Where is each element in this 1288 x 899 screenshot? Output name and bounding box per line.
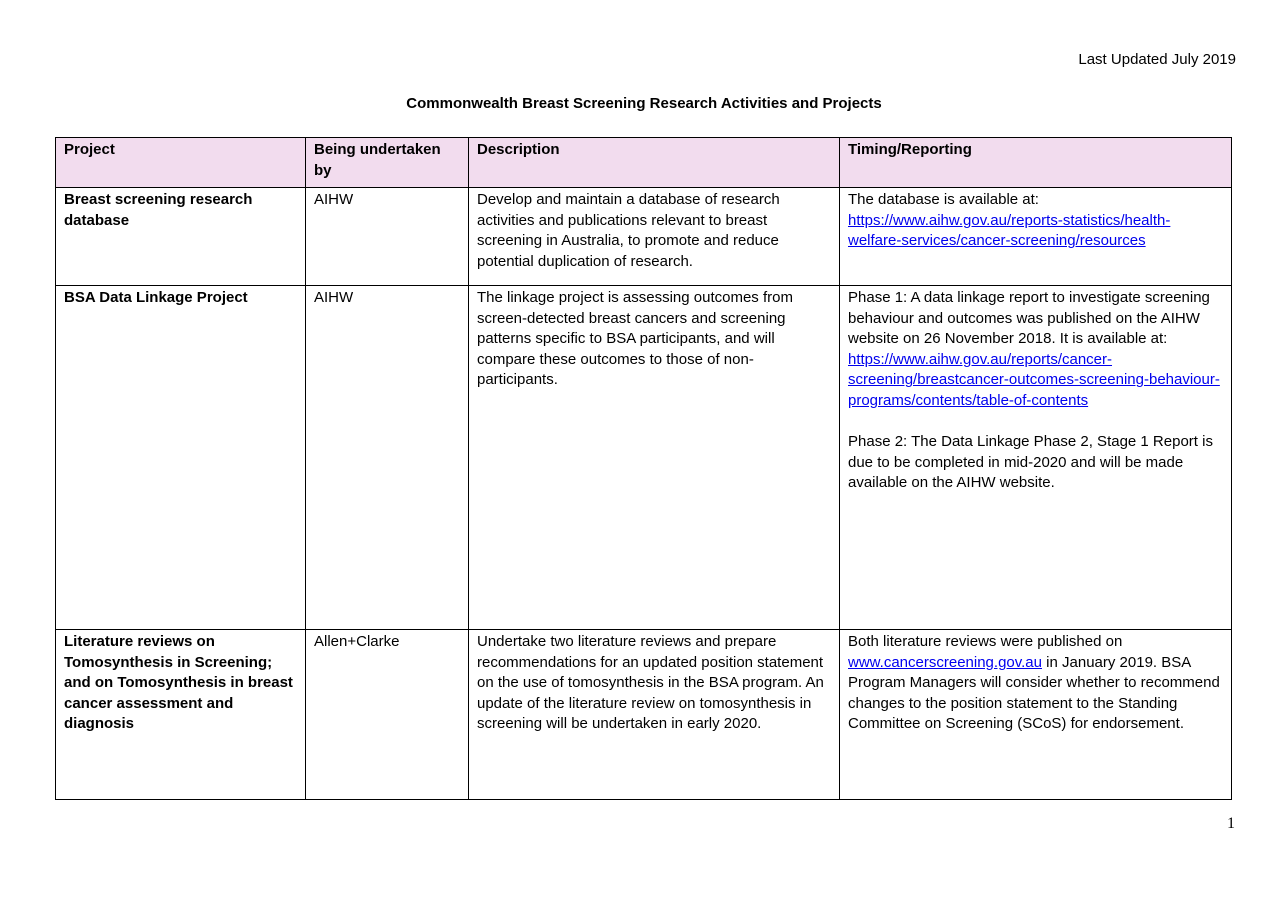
cell-timing [840, 286, 1232, 630]
cell-undertaken-by: AIHW [306, 188, 469, 286]
table-row [56, 188, 1232, 286]
cell-timing [840, 188, 1232, 286]
aihw-report-link[interactable]: https://www.aihw.gov.au/reports/cancer-screening/breastcancer-outcomes-screening-behaviour-programs/contents/table-of-contents [848, 350, 1220, 409]
cell-description: Undertake two literature reviews and prepare recommendations for an updated position statement on the use of tomosynthesis in the BSA program. An update of the literature review on tomosynthesis in screening will be undertaken in early 2020. [469, 630, 840, 800]
timing-text-phase-2: Phase 2: The Data Linkage Phase 2, Stage 1 Report is due to be completed in mid-2020 and will be made available on the AIHW website. [848, 433, 1213, 492]
cell-project: BSA Data Linkage Project [56, 286, 306, 630]
cancerscreening-link[interactable]: www.cancerscreening.gov.au [848, 653, 1042, 671]
header-undertaken-by: Being undertaken by [306, 138, 469, 188]
cell-project: Breast screening research database [56, 188, 306, 286]
cell-undertaken-by: AIHW [306, 286, 469, 630]
header-description: Description [469, 138, 840, 188]
timing-text-continued: in January 2019. BSA Program Managers will consider whether to recommend changes to the position statement to the Standing Committee on Screening (SCoS) for endorsement. [848, 653, 1220, 733]
page-number: 1 [1227, 815, 1235, 832]
timing-text: The database is available at: [848, 191, 1039, 208]
last-updated-text: Last Updated July 2019 [1078, 51, 1236, 68]
table-row [56, 286, 1232, 630]
document-title: Commonwealth Breast Screening Research Activities and Projects [406, 95, 882, 112]
timing-text: Phase 1: A data linkage report to investigate screening behaviour and outcomes was published on the AIHW website on 26 November 2018. It is available at: [848, 289, 1210, 348]
timing-text: Both literature reviews were published on [848, 633, 1123, 650]
paragraph-gap [848, 412, 1223, 433]
header-project: Project [56, 138, 306, 188]
research-table [55, 137, 1232, 800]
cell-description: Develop and maintain a database of research activities and publications relevant to breast screening in Australia, to promote and reduce potential duplication of research. [469, 188, 840, 286]
cell-timing [840, 630, 1232, 800]
cell-project: Literature reviews on Tomosynthesis in Screening; and on Tomosynthesis in breast cancer assessment and diagnosis [56, 630, 306, 800]
table-row [56, 630, 1232, 800]
header-timing-reporting: Timing/Reporting [840, 138, 1232, 188]
cell-undertaken-by: Allen+Clarke [306, 630, 469, 800]
table-header-row [56, 138, 1232, 188]
aihw-resources-link[interactable]: https://www.aihw.gov.au/reports-statistics/health-welfare-services/cancer-screening/resources [848, 211, 1171, 250]
cell-description: The linkage project is assessing outcomes from screen-detected breast cancers and screening patterns specific to BSA participants, and will compare these outcomes to those of non-participants. [469, 286, 840, 630]
